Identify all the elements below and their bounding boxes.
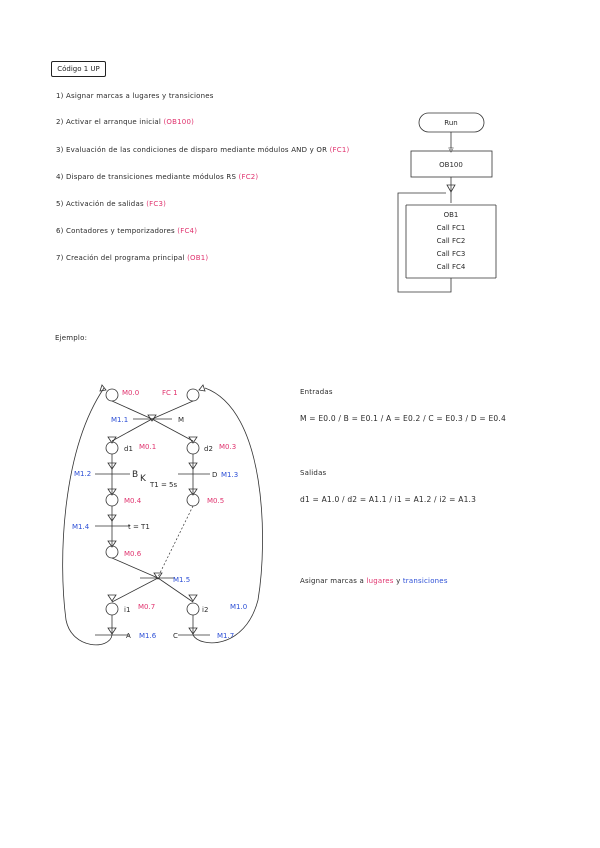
place-m06 xyxy=(106,546,118,558)
label-m06: M0.6 xyxy=(124,550,142,558)
label-m04: M0.4 xyxy=(124,497,142,505)
outputs-formula: d1 = A1.0 / d2 = A1.1 / i1 = A1.2 / i2 = A1.3 xyxy=(300,495,477,504)
label-m15: M1.5 xyxy=(173,576,191,584)
assign-note: Asignar marcas a lugares y transiciones xyxy=(300,577,448,585)
label-m16: M1.6 xyxy=(139,632,157,640)
label-m00: M0.0 xyxy=(122,389,140,397)
place-fc1 xyxy=(187,389,199,401)
place-m04 xyxy=(106,494,118,506)
place-d1 xyxy=(106,442,118,454)
call-fc4: Call FC4 xyxy=(436,263,466,271)
page-title: Código 1 UP xyxy=(51,61,106,77)
place-d2 xyxy=(187,442,199,454)
example-label: Ejemplo: xyxy=(55,334,88,342)
outputs-heading: Salidas xyxy=(300,469,327,477)
step-7: 7) Creación del programa principal (OB1) xyxy=(56,254,209,262)
label-tt1: t = T1 xyxy=(128,523,150,531)
call-fc3: Call FC3 xyxy=(436,250,466,258)
inputs-formula: M = E0.0 / B = E0.1 / A = E0.2 / C = E0.3 / D = E0.4 xyxy=(300,414,506,423)
step-6: 6) Contadores y temporizadores (FC4) xyxy=(56,227,198,235)
label-d2: d2 xyxy=(204,445,213,453)
label-m12: M1.2 xyxy=(74,470,92,478)
step-4: 4) Disparo de transiciones mediante módulos RS (FC2) xyxy=(56,173,259,181)
label-td: D xyxy=(212,471,218,479)
label-tb: B xyxy=(132,470,139,480)
step-3: 3) Evaluación de las condiciones de disparo mediante módulos AND y OR (FC1) xyxy=(56,146,350,154)
flowchart xyxy=(398,113,496,292)
label-m05: M0.5 xyxy=(207,497,225,505)
ob1-label: OB1 xyxy=(443,211,459,219)
label-ta: A xyxy=(126,632,131,640)
label-m11: M1.1 xyxy=(111,416,129,424)
label-m10: M1.0 xyxy=(230,603,248,611)
label-m03: M0.3 xyxy=(219,443,237,451)
step-1: 1) Asignar marcas a lugares y transiciones xyxy=(56,92,214,100)
label-m07: M0.7 xyxy=(138,603,156,611)
label-m14: M1.4 xyxy=(72,523,90,531)
ob100-label: OB100 xyxy=(439,161,463,169)
place-i2 xyxy=(187,603,199,615)
label-fc1: FC 1 xyxy=(162,389,178,397)
label-i1: i1 xyxy=(124,606,131,614)
label-d1: d1 xyxy=(124,445,133,453)
label-tc: C xyxy=(173,632,178,640)
call-fc2: Call FC2 xyxy=(436,237,466,245)
label-m13: M1.3 xyxy=(221,471,239,479)
label-tm: M xyxy=(178,416,185,424)
label-i2: i2 xyxy=(202,606,209,614)
label-m17: M1.7 xyxy=(217,632,235,640)
label-m01: M0.1 xyxy=(139,443,157,451)
step-5: 5) Activación de salidas (FC3) xyxy=(56,200,167,208)
place-i1 xyxy=(106,603,118,615)
petri-net xyxy=(63,385,263,645)
inputs-heading: Entradas xyxy=(300,388,333,396)
run-label: Run xyxy=(444,119,458,127)
place-m05 xyxy=(187,494,199,506)
place-m00 xyxy=(106,389,118,401)
call-fc1: Call FC1 xyxy=(436,224,466,232)
label-t1eq: T1 = 5s xyxy=(150,481,178,489)
step-2: 2) Activar el arranque inicial (OB100) xyxy=(56,118,195,126)
label-tk: K xyxy=(140,474,146,484)
